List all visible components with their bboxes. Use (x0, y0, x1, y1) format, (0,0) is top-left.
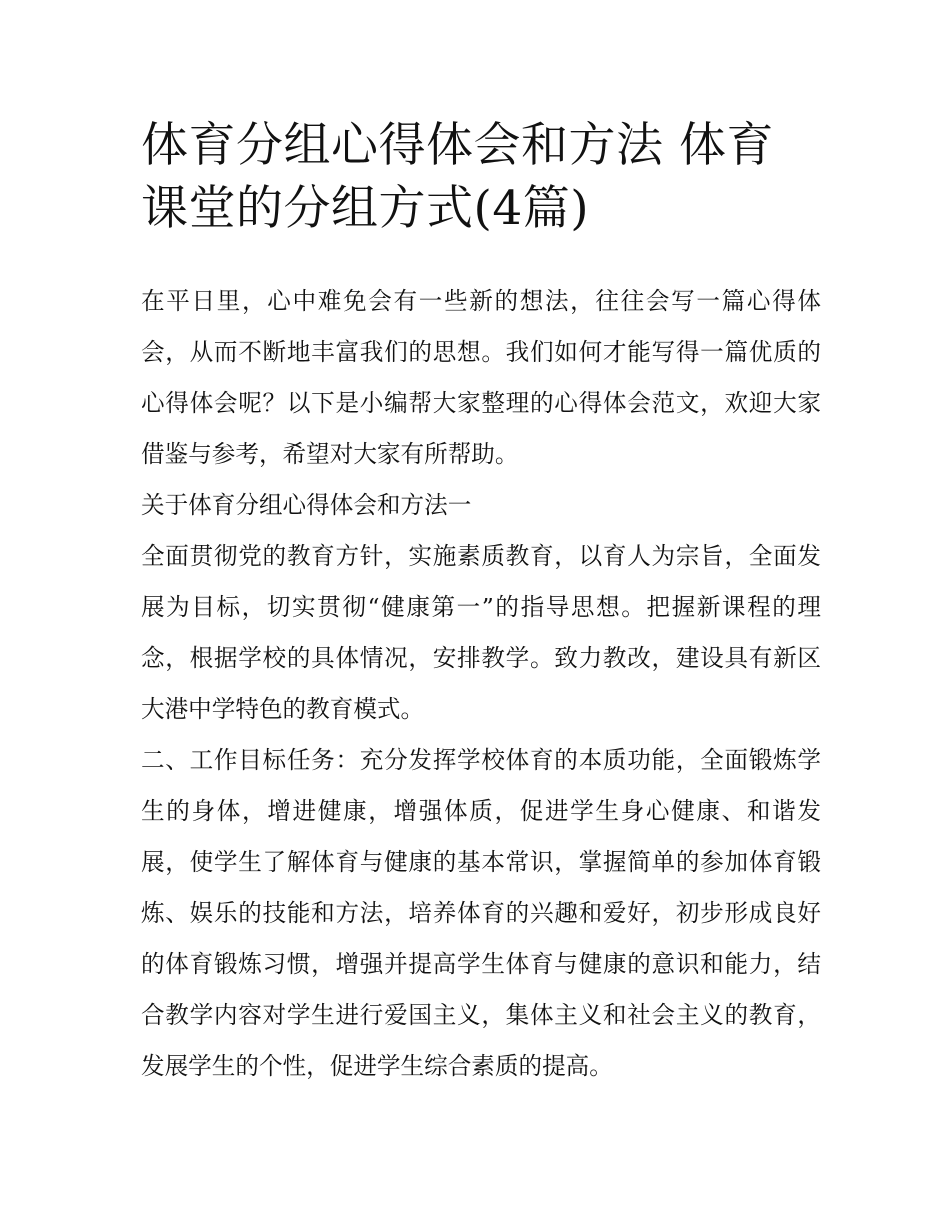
document-title: 体育分组心得体会和方法 体育课堂的分组方式(4篇) (141, 118, 774, 236)
goals-paragraph: 二、工作目标任务：充分发挥学校体育的本质功能，全面锻炼学生的身体，增进健康，增强体质，促进学生身心健康、和谐发展，使学生了解体育与健康的基本常识，掌握简单的参加体育锻炼、娱乐的技能和方法，培养体育的兴趣和爱好，初步形成良好的体育锻炼习惯，增强并提高学生体育与健康的意识和能力，结合教学内容对学生进行爱国主义，集体主义和社会主义的教育，发展学生的个性，促进学生综合素质的提高。 (141, 746, 821, 1080)
section-heading: 关于体育分组心得体会和方法一 (141, 491, 472, 519)
guideline-paragraph: 全面贯彻党的教育方针，实施素质教育，以育人为宗旨，全面发展为目标，切实贯彻“健康第一”的指导思想。把握新课程的理念，根据学校的具体情况，安排教学。致力教改，建设具有新区大港中学特色的教育模式。 (141, 542, 821, 723)
document-body (141, 276, 821, 1092)
intro-paragraph: 在平日里，心中难免会有一些新的想法，往往会写一篇心得体会，从而不断地丰富我们的思想。我们如何才能写得一篇优质的心得体会呢？以下是小编帮大家整理的心得体会范文，欢迎大家借鉴与参考，希望对大家有所帮助。 (141, 287, 821, 468)
